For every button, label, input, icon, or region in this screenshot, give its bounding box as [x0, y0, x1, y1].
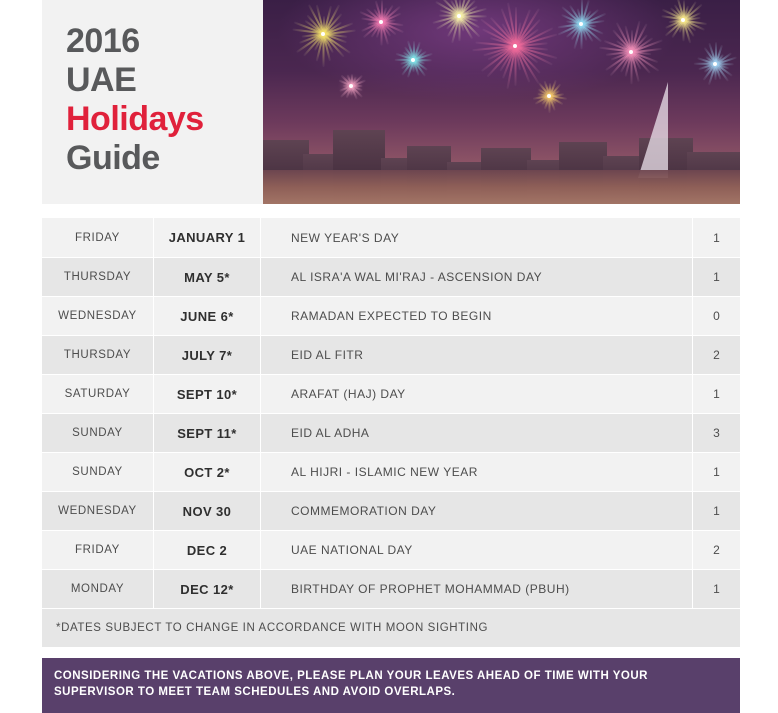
- cell-weekday: THURSDAY: [42, 335, 153, 374]
- cell-holiday-name: AL HIJRI - ISLAMIC NEW YEAR: [260, 452, 692, 491]
- cell-date: JUNE 6*: [153, 296, 260, 335]
- cell-days-off: 3: [692, 413, 740, 452]
- cell-date: SEPT 10*: [153, 374, 260, 413]
- cell-holiday-name: BIRTHDAY OF PROPHET MOHAMMAD (PBUH): [260, 569, 692, 608]
- header: [42, 0, 740, 204]
- holidays-table: [42, 218, 740, 608]
- cell-date: SEPT 11*: [153, 413, 260, 452]
- cell-weekday: FRIDAY: [42, 218, 153, 257]
- cell-days-off: 2: [692, 335, 740, 374]
- cell-weekday: SUNDAY: [42, 452, 153, 491]
- cell-holiday-name: EID AL ADHA: [260, 413, 692, 452]
- cell-days-off: 1: [692, 218, 740, 257]
- cell-holiday-name: NEW YEAR'S DAY: [260, 218, 692, 257]
- cell-days-off: 0: [692, 296, 740, 335]
- table-row: [42, 452, 740, 491]
- table-row: [42, 530, 740, 569]
- table-row: [42, 491, 740, 530]
- cell-weekday: MONDAY: [42, 569, 153, 608]
- table-row: [42, 569, 740, 608]
- cell-holiday-name: AL ISRA'A WAL MI'RAJ - ASCENSION DAY: [260, 257, 692, 296]
- cell-date: JANUARY 1: [153, 218, 260, 257]
- table-row: [42, 374, 740, 413]
- table-row: [42, 413, 740, 452]
- footnote: *DATES SUBJECT TO CHANGE IN ACCORDANCE WITH MOON SIGHTING: [42, 608, 740, 647]
- city-skyline: [263, 112, 740, 204]
- burj-al-arab-silhouette: [638, 82, 668, 178]
- table-row: [42, 218, 740, 257]
- cell-weekday: SATURDAY: [42, 374, 153, 413]
- cell-date: MAY 5*: [153, 257, 260, 296]
- cell-days-off: 2: [692, 530, 740, 569]
- cell-holiday-name: ARAFAT (HAJ) DAY: [260, 374, 692, 413]
- cell-days-off: 1: [692, 452, 740, 491]
- title-line-holidays: Holidays: [66, 100, 204, 138]
- title-line-year: 2016: [66, 22, 140, 60]
- cell-days-off: 1: [692, 257, 740, 296]
- cell-weekday: WEDNESDAY: [42, 296, 153, 335]
- cell-days-off: 1: [692, 569, 740, 608]
- cell-days-off: 1: [692, 491, 740, 530]
- cell-date: JULY 7*: [153, 335, 260, 374]
- cell-date: DEC 2: [153, 530, 260, 569]
- cell-date: OCT 2*: [153, 452, 260, 491]
- table-row: [42, 257, 740, 296]
- notice-bar: CONSIDERING THE VACATIONS ABOVE, PLEASE PLAN YOUR LEAVES AHEAD OF TIME WITH YOUR SUPERVISOR TO MEET TEAM SCHEDULES AND AVOID OVERLAPS.: [42, 658, 740, 713]
- cell-days-off: 1: [692, 374, 740, 413]
- page-title: [42, 0, 263, 204]
- cell-date: DEC 12*: [153, 569, 260, 608]
- table-row: [42, 296, 740, 335]
- title-line-uae: UAE: [66, 61, 137, 99]
- cell-holiday-name: COMMEMORATION DAY: [260, 491, 692, 530]
- cell-holiday-name: EID AL FITR: [260, 335, 692, 374]
- table-row: [42, 335, 740, 374]
- cell-holiday-name: UAE NATIONAL DAY: [260, 530, 692, 569]
- cell-weekday: SUNDAY: [42, 413, 153, 452]
- title-line-guide: Guide: [66, 139, 160, 177]
- cell-weekday: WEDNESDAY: [42, 491, 153, 530]
- cell-date: NOV 30: [153, 491, 260, 530]
- cell-holiday-name: RAMADAN EXPECTED TO BEGIN: [260, 296, 692, 335]
- cell-weekday: THURSDAY: [42, 257, 153, 296]
- cell-weekday: FRIDAY: [42, 530, 153, 569]
- header-image-fireworks: [263, 0, 740, 204]
- waterfront: [263, 170, 740, 204]
